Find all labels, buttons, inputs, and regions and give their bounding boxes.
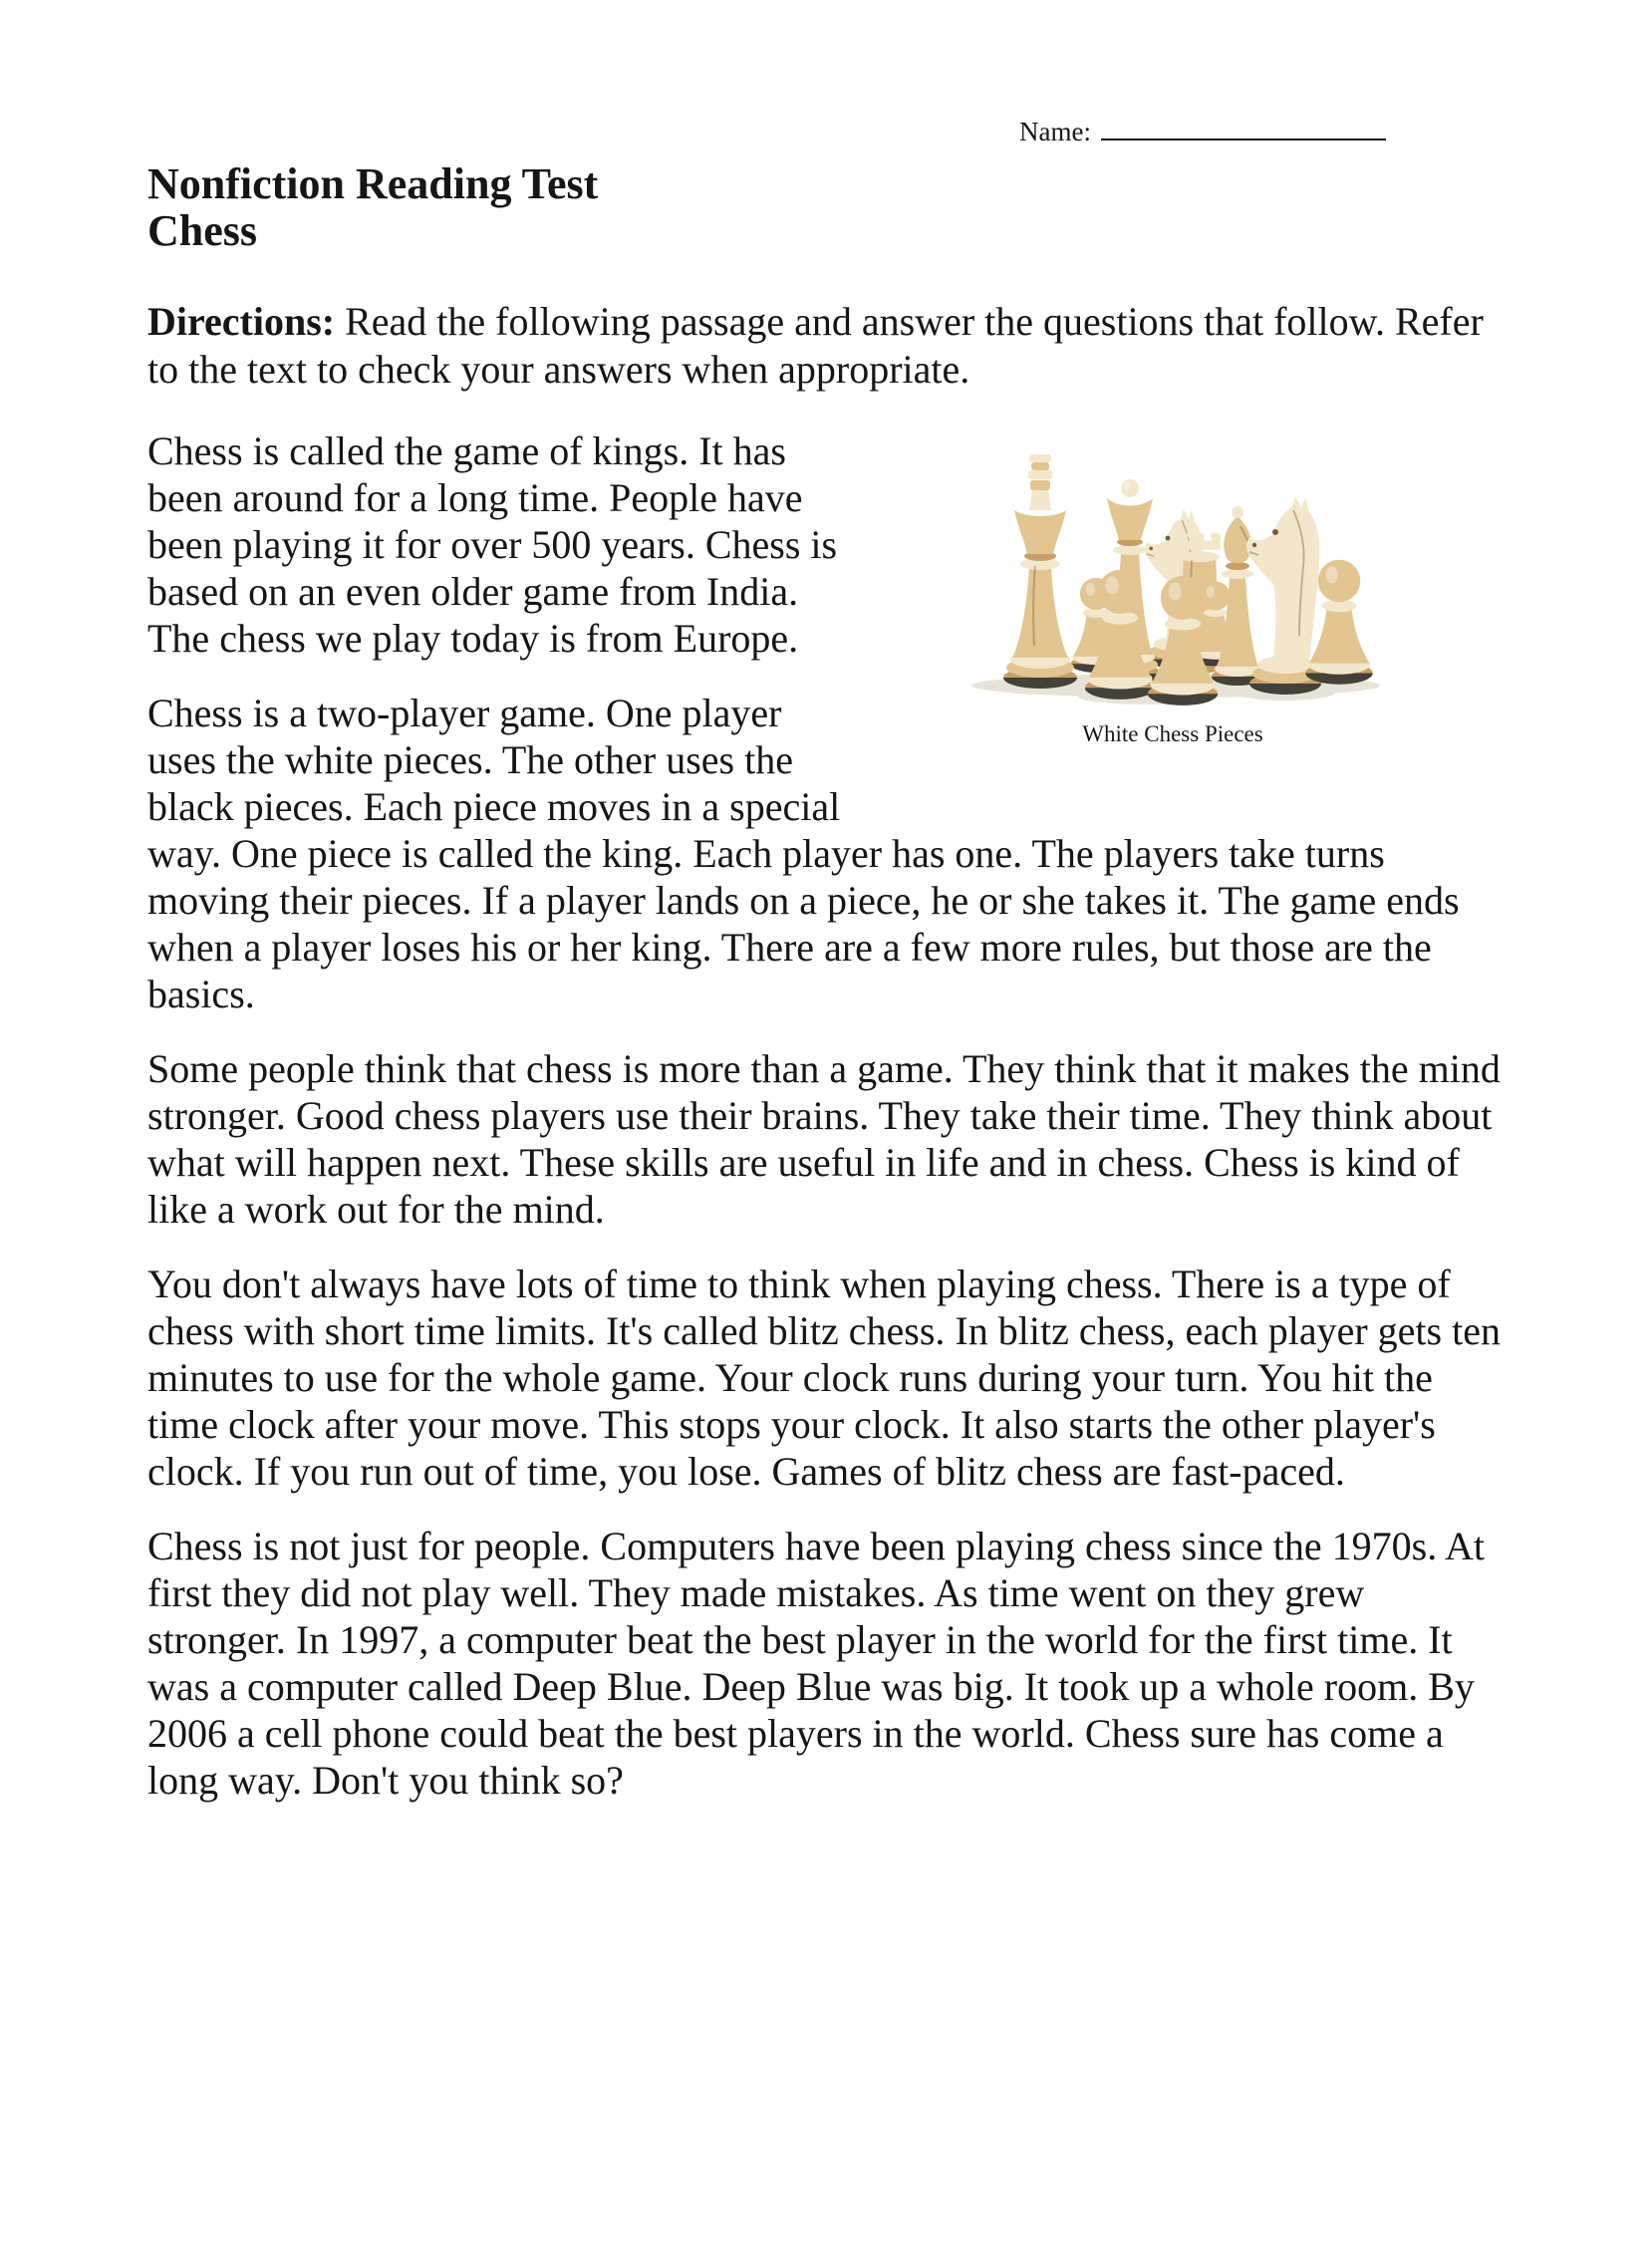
paragraph-5: Chess is not just for people. Computers have been playing chess since the 1970s. At first they did not play well. They made mistakes. As time went on they grew stronger. In 1997, a computer beat the best player in the world for the first time. It was a computer called Deep Blue. Deep Blue was big. It took up a whole room. By 2006 a cell phone could beat the best players in the world. Chess sure has come a long way. Don't you think so? xyxy=(147,1524,1486,1803)
paragraph-2: Chess is a two-player game. One player uses the white pieces. The other uses the black pieces. Each piece moves in a special way. One piece is called the king. Each player has one. The players take turns moving their pieces. If a player lands on a piece, he or she takes it. The game ends when a player loses his or her king. There are a few more rules, but those are the basics. xyxy=(147,691,1460,1016)
passage xyxy=(147,427,1507,1804)
page-title: Nonfiction Reading Test xyxy=(147,159,599,208)
paragraph-4: You don't always have lots of time to think when playing chess. There is a type of chess with short time limits. It's called blitz chess. In blitz chess, each player gets ten minutes to use for the whole game. Your clock runs during your turn. You hit the time clock after your move. This stops your clock. It also starts the other player's clock. If you run out of time, you lose. Games of blitz chess are fast-paced. xyxy=(147,1262,1501,1494)
white-chess-pieces-image xyxy=(949,434,1397,749)
name-row xyxy=(1019,112,1507,148)
directions xyxy=(147,298,1507,394)
name-label: Name: xyxy=(1019,117,1091,146)
page-subtitle: Chess xyxy=(147,206,258,255)
paragraph-3: Some people think that chess is more than a game. They think that it makes the mind stronger. Good chess players use their brains. They take their time. They think about what will happen next. These skills are useful in life and in chess. Chess is kind of like a work out for the mind. xyxy=(147,1046,1501,1232)
title-block xyxy=(147,160,1507,254)
name-input-line[interactable] xyxy=(1101,112,1386,141)
figure-caption: White Chess Pieces xyxy=(1082,721,1263,746)
worksheet-page xyxy=(0,112,1652,1804)
chess-figure xyxy=(869,434,1507,749)
directions-text: Read the following passage and answer the questions that follow. Refer to the text to check your answers when appropriate. xyxy=(147,299,1484,392)
chess-pieces-illustration xyxy=(949,434,1397,713)
directions-label: Directions: xyxy=(147,299,336,344)
king-piece-icon xyxy=(1003,454,1077,689)
paragraph-1: Chess is called the game of kings. It has been around for a long time. People have been playing it for over 500 years. Chess is based on an even older game from India. The chess we play today is from Europe. xyxy=(147,428,838,661)
